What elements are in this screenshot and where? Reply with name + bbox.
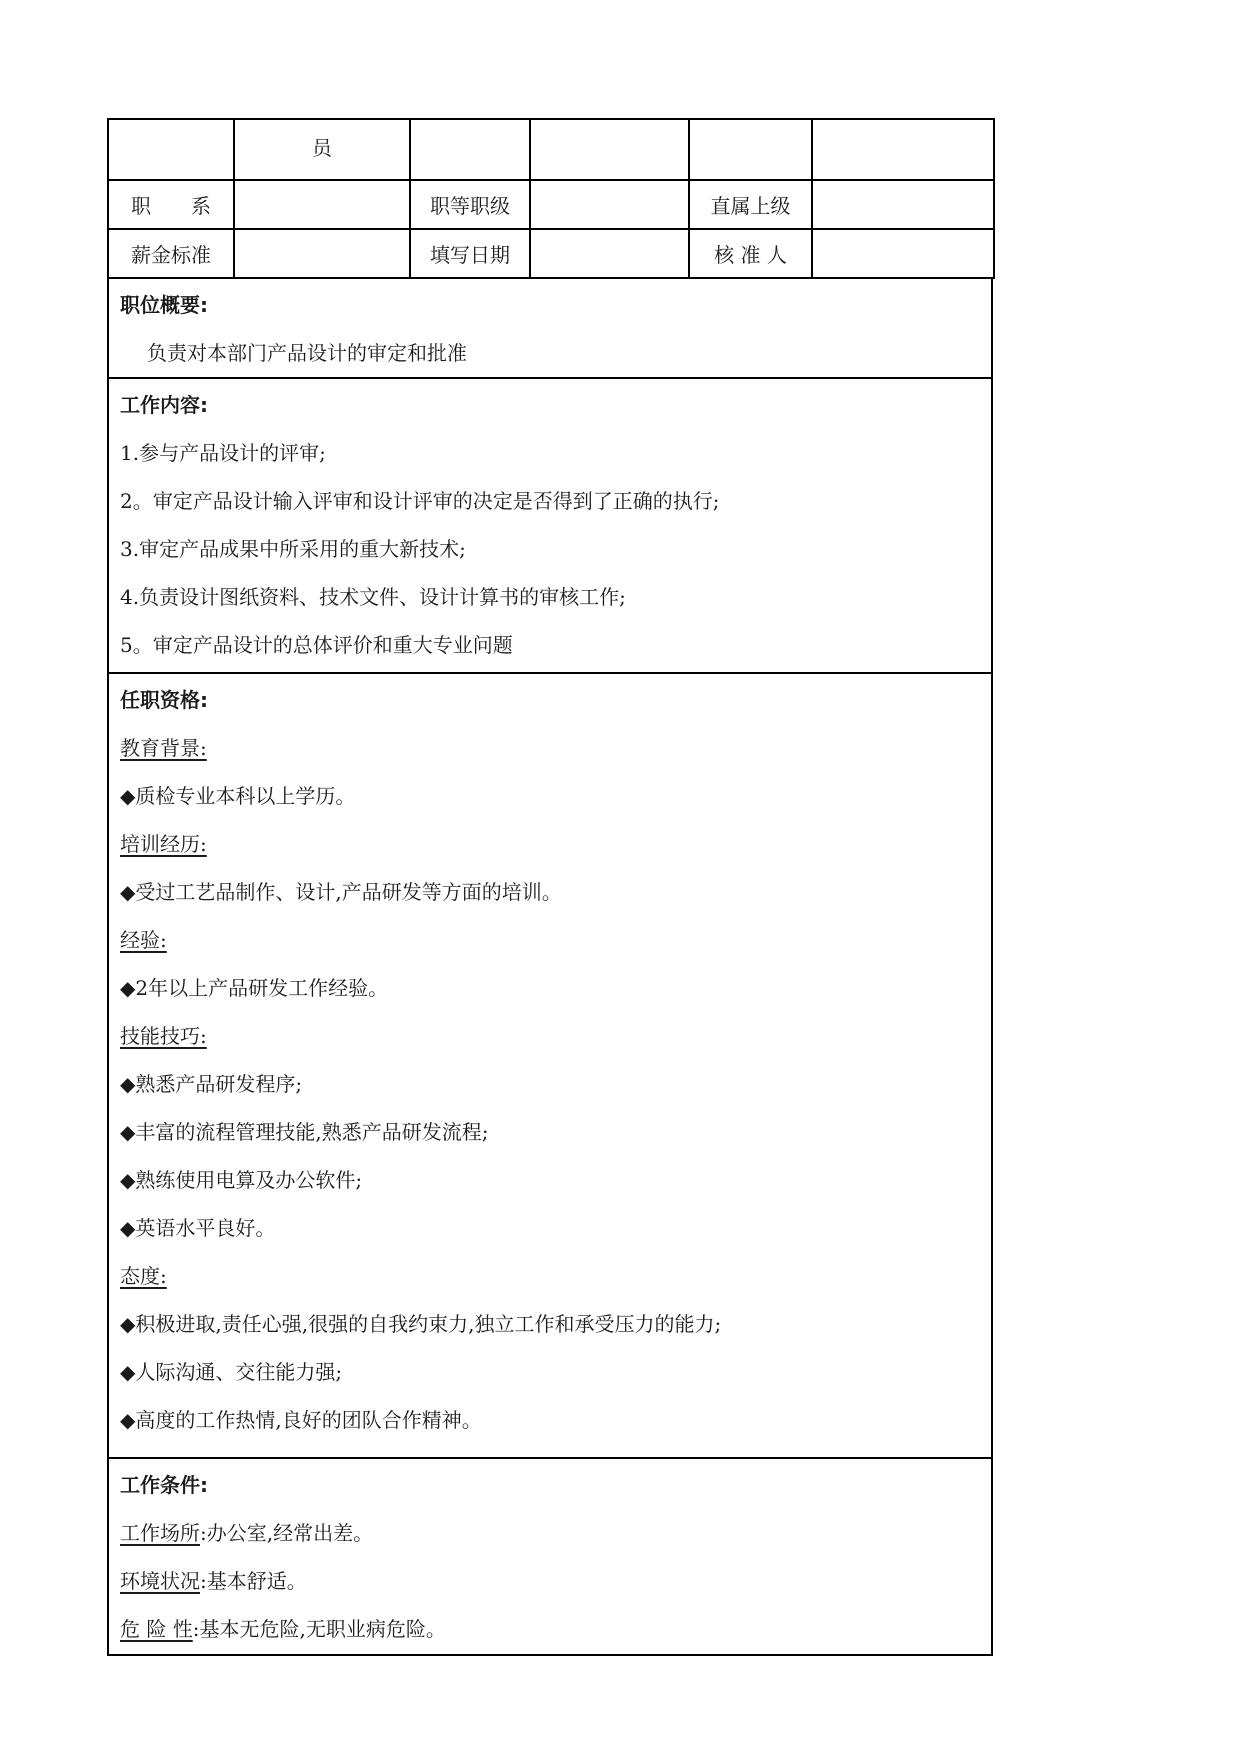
supervisor-label: 直属上级 [689, 180, 812, 229]
list-item: 4.负责设计图纸资料、技术文件、设计计算书的审核工作; [120, 585, 626, 609]
list-item: ◆高度的工作热情,良好的团队合作精神。 [120, 1408, 482, 1432]
table-cell [410, 119, 530, 180]
education-label: 教育背景: [120, 736, 207, 760]
table-cell [812, 119, 994, 180]
list-item: 3.审定产品成果中所采用的重大新技术; [120, 537, 466, 561]
list-item: ◆人际沟通、交往能力强; [120, 1360, 343, 1384]
approver-value[interactable] [812, 229, 994, 278]
list-item: ◆2年以上产品研发工作经验。 [120, 976, 389, 1000]
workplace-line [120, 1521, 980, 1545]
list-item: 2。审定产品设计输入评审和设计评审的决定是否得到了正确的执行; [120, 489, 720, 513]
workplace-label: 工作场所 [120, 1521, 200, 1545]
qualifications-section [107, 674, 993, 1459]
skills-label: 技能技巧: [120, 1024, 207, 1048]
list-item: ◆熟练使用电算及办公软件; [120, 1168, 363, 1192]
table-cell [530, 119, 689, 180]
approver-label: 核 准 人 [689, 229, 812, 278]
environment-value: :基本舒适。 [200, 1569, 307, 1593]
section-heading: 工作条件: [120, 1473, 208, 1497]
table-row [108, 119, 994, 180]
position-info-table [107, 118, 995, 279]
grade-value[interactable] [530, 180, 689, 229]
table-cell [689, 119, 812, 180]
summary-section [107, 279, 993, 379]
list-item: ◆英语水平良好。 [120, 1216, 276, 1240]
list-item: 1.参与产品设计的评审; [120, 441, 326, 465]
job-description-document [107, 118, 993, 1656]
job-series-label: 职 系 [108, 180, 234, 229]
fill-date-value[interactable] [530, 229, 689, 278]
list-item: ◆丰富的流程管理技能,熟悉产品研发流程; [120, 1120, 489, 1144]
table-row [108, 229, 994, 278]
supervisor-value[interactable] [812, 180, 994, 229]
list-item: ◆受过工艺品制作、设计,产品研发等方面的培训。 [120, 880, 562, 904]
fill-date-label: 填写日期 [410, 229, 530, 278]
environment-line [120, 1569, 980, 1593]
cell-text: 员 [312, 136, 332, 160]
list-item: ◆熟悉产品研发程序; [120, 1072, 303, 1096]
training-label: 培训经历: [120, 832, 207, 856]
table-row [108, 180, 994, 229]
table-cell [234, 119, 410, 180]
conditions-section [107, 1459, 993, 1656]
list-item: 5。审定产品设计的总体评价和重大专业问题 [120, 633, 513, 657]
job-series-value[interactable] [234, 180, 410, 229]
table-cell [108, 119, 234, 180]
attitude-label: 态度: [120, 1264, 167, 1288]
workplace-value: :办公室,经常出差。 [200, 1521, 374, 1545]
section-heading: 任职资格: [120, 688, 208, 712]
salary-label: 薪金标准 [108, 229, 234, 278]
duties-section [107, 379, 993, 674]
grade-label: 职等职级 [410, 180, 530, 229]
risk-value: :基本无危险,无职业病危险。 [192, 1617, 446, 1641]
environment-label: 环境状况 [120, 1569, 200, 1593]
list-item: ◆质检专业本科以上学历。 [120, 784, 356, 808]
section-heading: 工作内容: [120, 393, 208, 417]
salary-value[interactable] [234, 229, 410, 278]
risk-label: 危 险 性 [120, 1617, 193, 1641]
summary-text: 负责对本部门产品设计的审定和批准 [147, 341, 467, 365]
section-heading: 职位概要: [120, 293, 208, 317]
experience-label: 经验: [120, 928, 167, 952]
list-item: ◆积极进取,责任心强,很强的自我约束力,独立工作和承受压力的能力; [120, 1312, 722, 1336]
risk-line [120, 1617, 980, 1641]
